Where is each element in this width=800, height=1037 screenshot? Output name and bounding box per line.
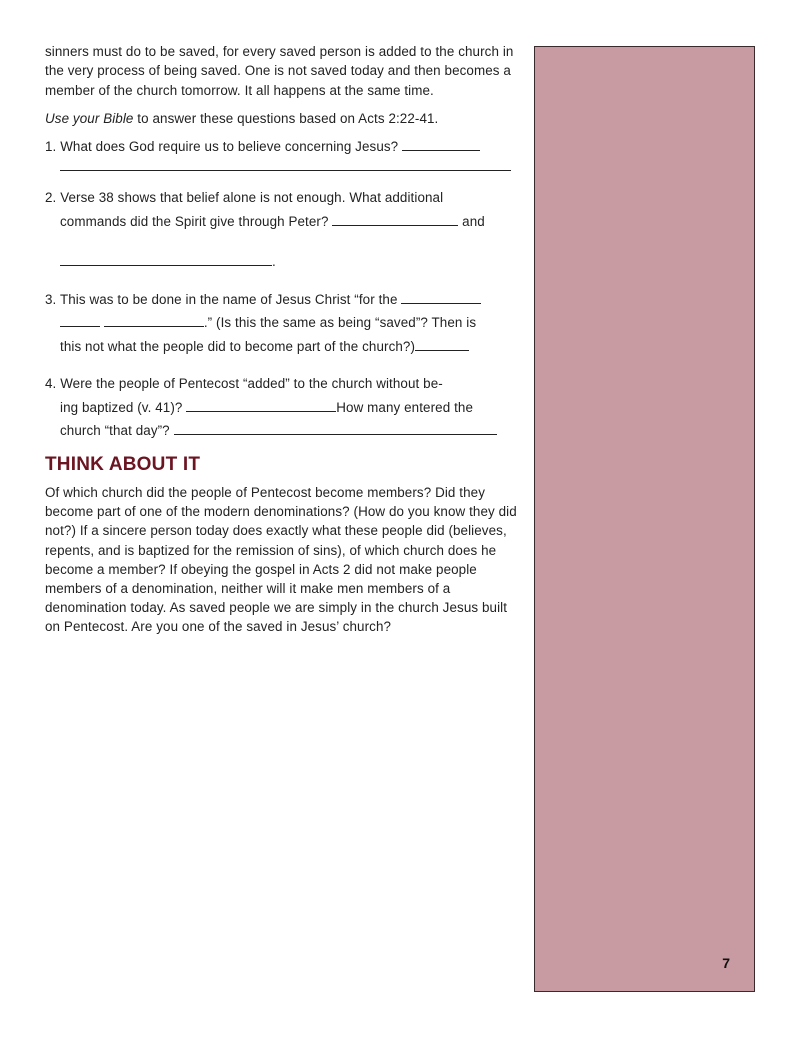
question-3-line-1 [45,288,520,312]
question-2 [45,186,520,274]
question-2-spacer [45,233,520,250]
intro-paragraph: sinners must do to be saved, for every saved person is added to the church in the very process of being saved. One is not saved today and then becomes a member of the church tomorrow. It all happens at the same time. [45,44,514,98]
question-4-text-a: ing baptized (v. 41)? [60,399,187,415]
question-3-answer-blank-4[interactable] [415,337,469,351]
question-2-answer-blank-1[interactable] [332,212,458,226]
question-4-text-b: How many entered the [336,399,473,415]
question-4-line-2 [45,396,520,420]
question-3 [45,288,520,359]
question-3-text: 3. This was to be done in the name of Jesus Christ “for the [45,291,402,307]
question-2-answer-blank-2[interactable] [60,252,272,266]
question-3-answer-blank-3[interactable] [104,313,204,327]
instruction-emphasis: Use your Bible [45,110,134,126]
question-1-line-1 [45,137,520,156]
question-4-answer-blank-2[interactable] [174,421,497,435]
question-1-text: 1. What does God require us to believe concerning Jesus? [45,139,403,155]
question-1-answer-blank-2[interactable] [60,156,511,171]
question-2-text-a: commands did the Spirit give through Peter? [60,213,333,229]
question-4-text-c: church “that day”? [60,423,174,439]
question-3-line-2 [45,311,520,335]
question-3-line-3 [45,335,520,359]
sidebar-panel [534,46,755,992]
question-4-line-1: 4. Were the people of Pentecost “added” to the church without be- [45,376,443,392]
main-column [45,42,520,637]
question-4 [45,372,520,443]
think-about-it-paragraph: Of which church did the people of Pentecost become members? Did they become part of one of the modern denominations? (How do you know they did not?) If a sincere person today does exactly what these people did (believes, repents, and is baptized for the remission of sins), of which church does he become a member? If obeying the gospel in Acts 2 did not make people members of a denomination, neither will it make men members of a denomination today. As saved people we are simply in the church Jesus built on Pentecost. Are you one of the saved in Jesus’ church? [45,484,517,635]
question-2-text-end: . [272,254,276,270]
question-3-text-c: this not what the people did to become part of the church?) [60,338,416,354]
question-4-answer-blank-1[interactable] [186,398,336,412]
think-about-it-heading: THINK ABOUT IT [45,453,201,475]
question-3-answer-blank-1[interactable] [401,290,481,304]
instruction-line [45,109,520,128]
question-1 [45,137,520,171]
page-number: 7 [722,955,730,971]
question-4-line-3 [45,419,520,443]
question-3-text-b: .” (Is this the same as being “saved”? Then is [203,315,477,331]
instruction-text: to answer these questions based on Acts 2:22-41. [133,110,439,126]
question-3-answer-blank-2[interactable] [60,313,100,327]
question-2-line-1: 2. Verse 38 shows that belief alone is not enough. What additional [45,190,444,206]
question-2-line-3 [45,250,520,274]
question-2-text-b: and [458,213,485,229]
question-2-line-2 [45,210,520,234]
question-1-answer-blank-1[interactable] [402,137,480,151]
